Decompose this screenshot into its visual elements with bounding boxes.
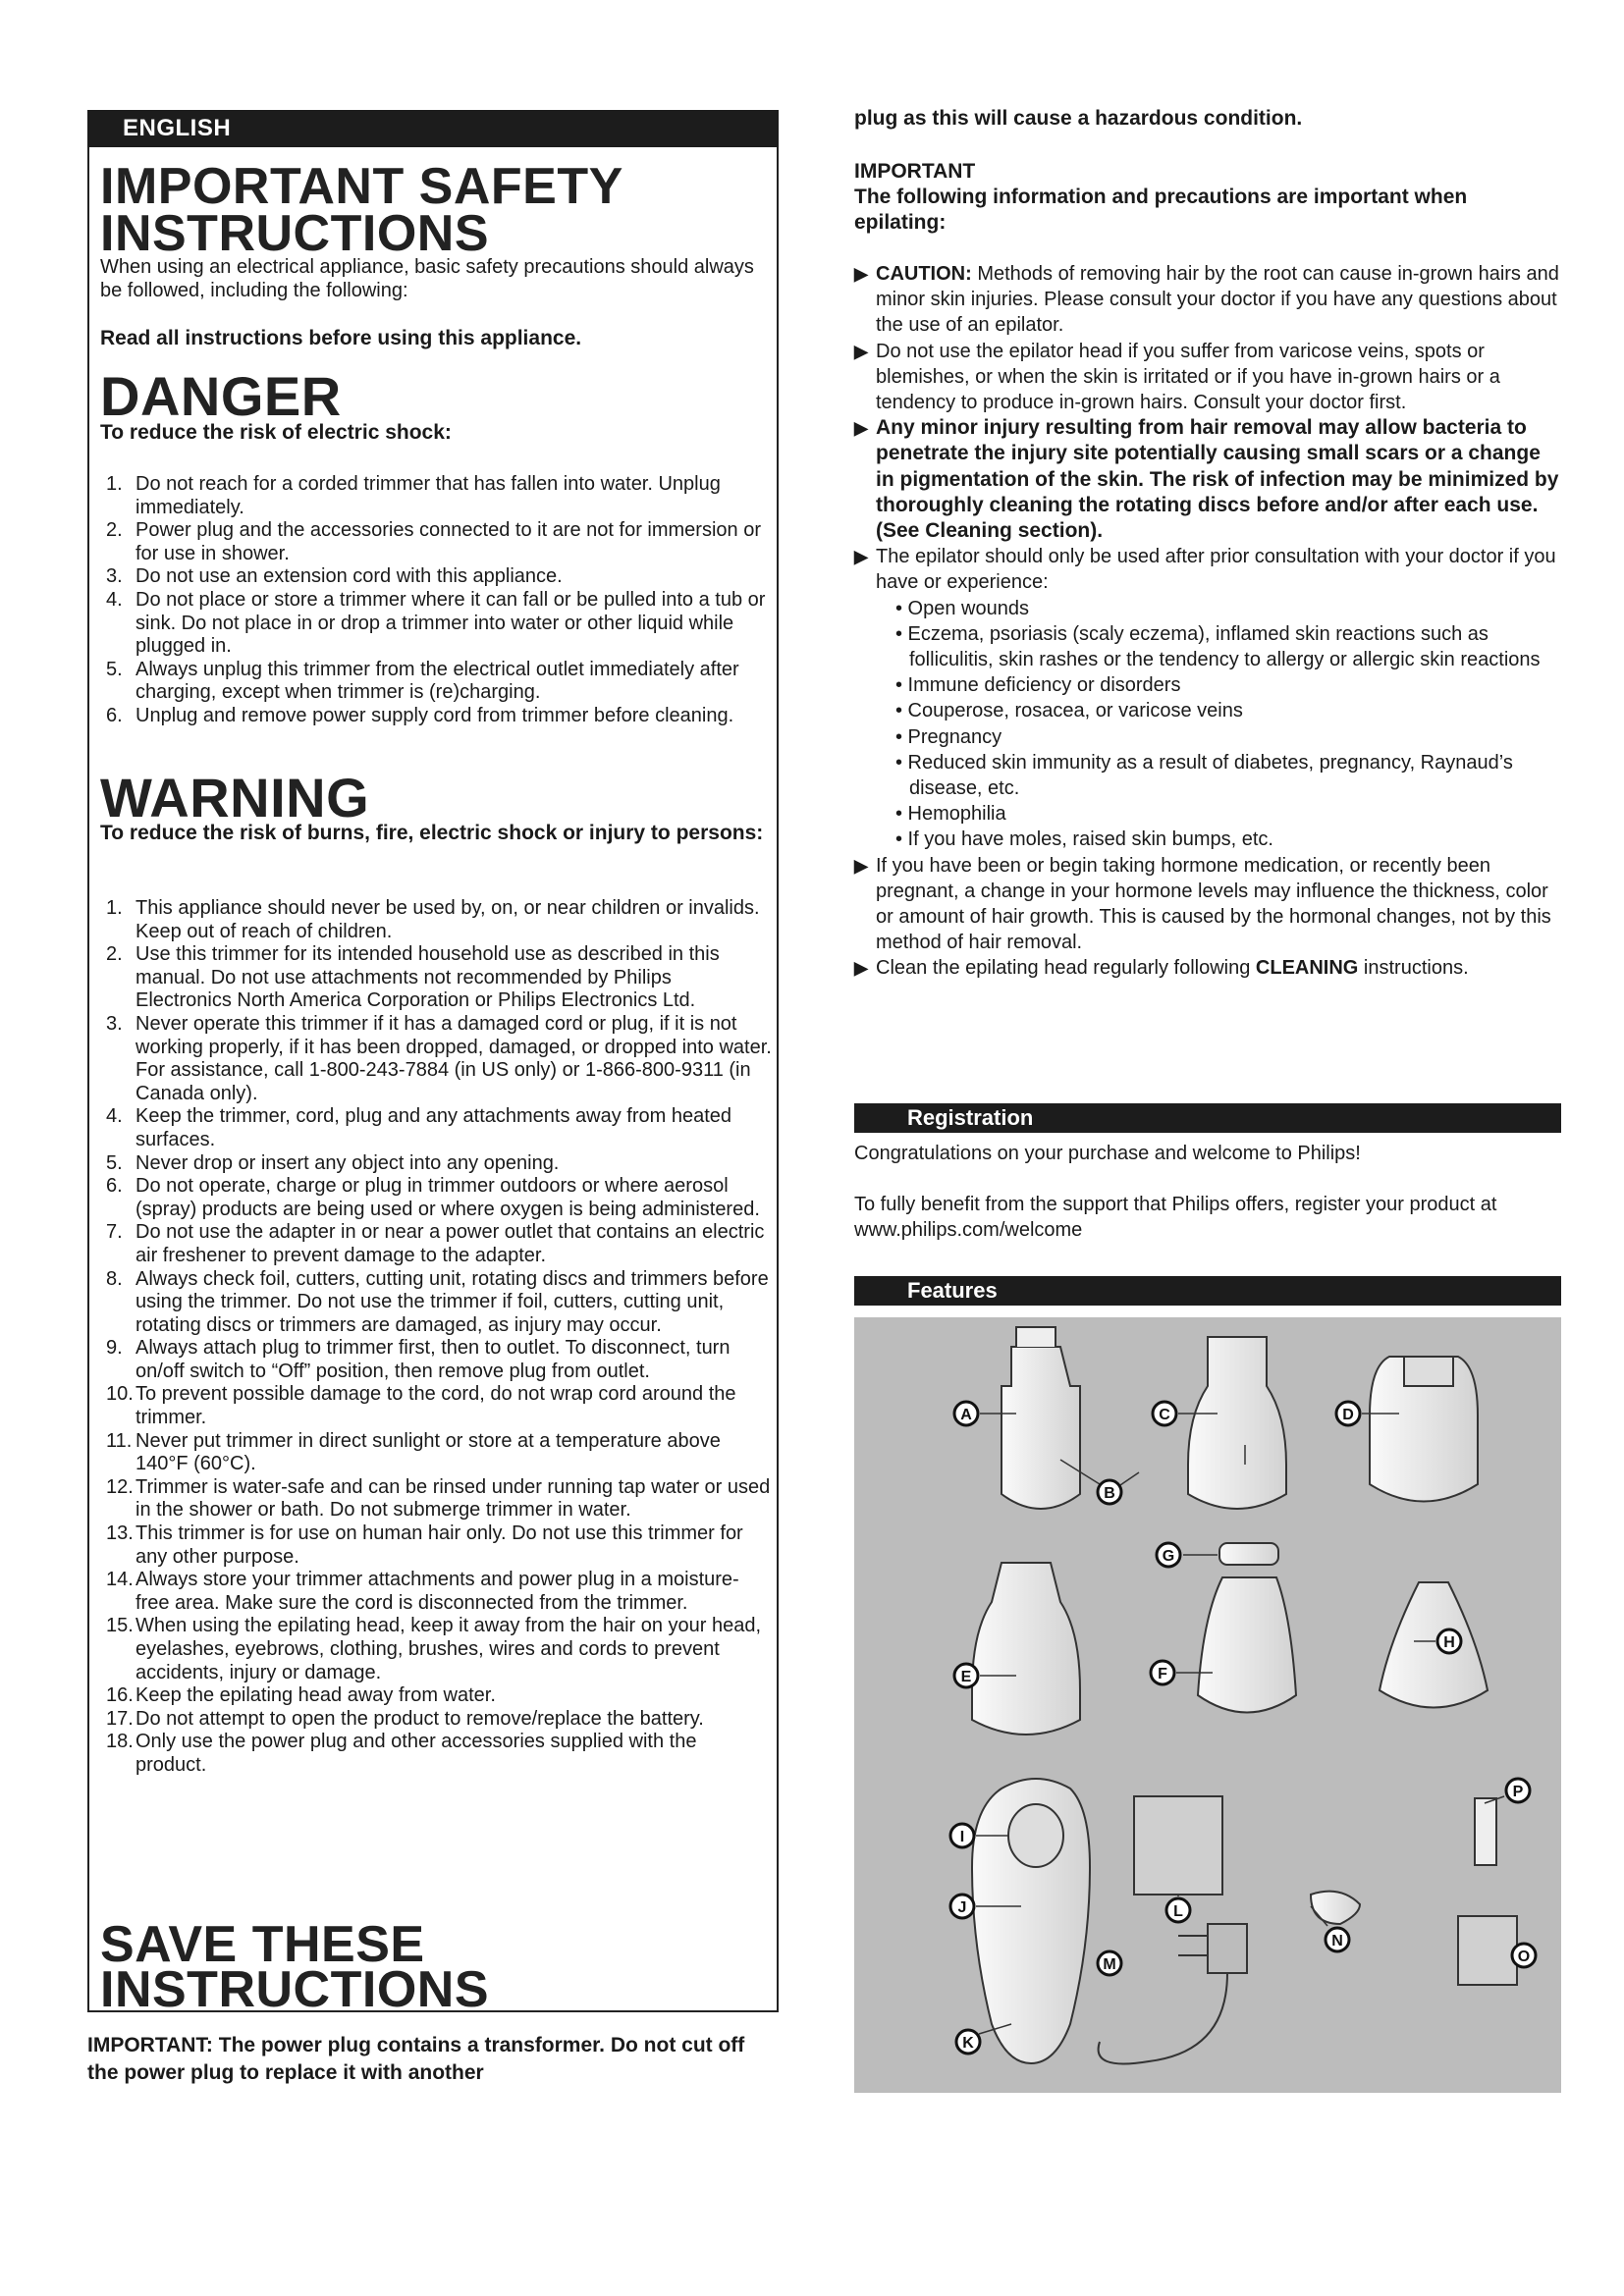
item-text: Do not use an extension cord with this appliance. (135, 565, 563, 588)
danger-item (100, 565, 773, 589)
item-number: 2. (106, 519, 123, 542)
warning-item (100, 1337, 773, 1383)
danger-item (100, 519, 773, 565)
item-text: Use this trimmer for its intended household use as described in this manual. Do not use attachments not recommended by Philips Electronics North America Corporation or Philips Electronics Ltd. (135, 943, 720, 1012)
item-text: Never operate this trimmer if it has a damaged cord or plug, if it is not working properly, if it has been dropped, damaged, or dropped into water. For assistance, call 1-800-243-7884 (in US only) or 1-866-800-9311 (in Canada only). (135, 1012, 772, 1104)
item-number: 2. (106, 943, 123, 966)
condition-item: • Pregnancy (895, 725, 1002, 748)
part-p-brush (1475, 1798, 1496, 1865)
svg-text:F: F (1158, 1666, 1167, 1682)
svg-text:C: C (1159, 1407, 1170, 1423)
item-text: Do not reach for a corded trimmer that has fallen into water. Unplug immediately. (135, 473, 721, 518)
bullet-arrow-icon: ▶ (854, 547, 868, 567)
danger-item (100, 659, 773, 705)
item-number: 15. (106, 1615, 134, 1637)
caution-text: Methods of removing hair by the root can cause in-grown hairs and minor skin injuries. Please consult your doctor if you have any questions about the use of an epilator. (876, 263, 1559, 337)
callout-a (954, 1402, 978, 1425)
save-heading-line2: INSTRUCTIONS (100, 1961, 489, 2018)
registration-welcome: Congratulations on your purchase and welcome to Philips! (854, 1143, 1361, 1164)
cleaning-text-pre: Clean the epilating head regularly following (876, 957, 1256, 980)
warning-item (100, 943, 773, 1013)
warning-item (100, 897, 773, 943)
callout-i (950, 1824, 974, 1847)
callout-n (1326, 1928, 1349, 1951)
warning-item (100, 1268, 773, 1338)
page-title-line2: INSTRUCTIONS (100, 205, 489, 262)
danger-list (100, 473, 773, 728)
item-text: Never drop or insert any object into any opening. (135, 1151, 560, 1174)
svg-text:A: A (960, 1407, 972, 1423)
item-text: Do not use the adapter in or near a power outlet that contains an electric air freshener to prevent damage to the adapter. (135, 1221, 765, 1266)
danger-subheading: To reduce the risk of electric shock: (100, 421, 452, 444)
item-number: 1. (106, 897, 123, 919)
svg-text:I: I (959, 1829, 965, 1845)
svg-text:E: E (960, 1669, 972, 1685)
item-text: To prevent possible damage to the cord, do not wrap cord around the trimmer. (135, 1383, 736, 1429)
svg-text:H: H (1443, 1634, 1455, 1651)
bullet-arrow-icon: ▶ (854, 341, 868, 361)
item-number: 9. (106, 1337, 123, 1360)
callout-l (1166, 1898, 1190, 1922)
features-heading: Features (854, 1276, 1561, 1306)
item-number: 4. (106, 588, 123, 611)
item-text: This appliance should never be used by, on, or near children or invalids. Keep out of reach of children. (135, 897, 760, 942)
important-subheading: The following information and precautions are important when epilating: (854, 186, 1468, 234)
save-heading-line1: SAVE THESE (100, 1916, 425, 1973)
continued-text: plug as this will cause a hazardous condition. (854, 107, 1303, 130)
item-number: 3. (106, 565, 123, 588)
item-text: Keep the epilating head away from water. (135, 1684, 496, 1707)
hormone-text: If you have been or begin taking hormone medication, or recently been pregnant, a change in your hormone levels may influence the thickness, color or amount of hair growth. This is caused by the hormonal changes, not by this method of hair removal. (876, 854, 1551, 954)
part-d-epilator-head (1370, 1357, 1478, 1502)
svg-text:K: K (962, 2035, 974, 2052)
features-illustration (854, 1317, 1561, 2093)
item-number: 16. (106, 1684, 134, 1707)
item-number: 3. (106, 1012, 123, 1035)
svg-text:D: D (1342, 1407, 1354, 1423)
cleaning-item (854, 955, 1561, 981)
item-text: Always unplug this trimmer from the electrical outlet immediately after charging, except when trimmer is (re)charging. (135, 658, 739, 704)
item-text: Always attach plug to trimmer first, then to outlet. To disconnect, turn on/off switch to “Off” position, then remove plug from outlet. (135, 1337, 731, 1382)
svg-text:M: M (1103, 1956, 1116, 1973)
item-text: Keep the trimmer, cord, plug and any attachments away from heated surfaces. (135, 1105, 731, 1150)
warning-item (100, 1105, 773, 1151)
item-text: This trimmer is for use on human hair only. Do not use this trimmer for any other purpose. (135, 1522, 743, 1568)
item-number: 8. (106, 1267, 123, 1290)
callout-f (1151, 1661, 1174, 1684)
item-number: 12. (106, 1475, 134, 1498)
item-text: Never put trimmer in direct sunlight or store at a temperature above 140°F (60°C). (135, 1429, 721, 1475)
callout-b (1098, 1480, 1121, 1504)
warning-item (100, 1175, 773, 1221)
item-number: 14. (106, 1569, 134, 1591)
warning-item (100, 1684, 773, 1708)
part-c-comb-head (1188, 1337, 1286, 1509)
callout-h (1437, 1629, 1461, 1653)
danger-item (100, 589, 773, 659)
item-text: Always check foil, cutters, cutting unit, rotating discs and trimmers before using the trimmer. Do not use the trimmer if foil, cutters, cutting unit, rotating discs or trimmers are damaged, as injury may occur. (135, 1267, 769, 1336)
caution-item (854, 261, 1561, 339)
warning-item (100, 1708, 773, 1732)
warning-item (100, 1731, 773, 1777)
page-title-line1: IMPORTANT SAFETY (100, 158, 623, 215)
condition-item: • If you have moles, raised skin bumps, etc. (895, 828, 1273, 851)
item-number: 5. (106, 658, 123, 680)
item-number: 5. (106, 1151, 123, 1174)
bullet-arrow-icon: ▶ (854, 958, 868, 979)
bullet-arrow-icon: ▶ (854, 264, 868, 284)
warning-item (100, 1013, 773, 1105)
part-f-massage-cap (1198, 1577, 1296, 1713)
item-text: Power plug and the accessories connected to it are not for immersion or for use in shower. (135, 519, 761, 564)
danger-item (100, 705, 773, 728)
cleaning-text-post: instructions. (1358, 957, 1469, 980)
svg-text:L: L (1173, 1903, 1183, 1920)
danger-item (100, 473, 773, 519)
part-h-precision-head (1380, 1582, 1488, 1708)
hormone-item (854, 853, 1561, 956)
item-number: 1. (106, 473, 123, 495)
warning-heading: WARNING (100, 767, 370, 828)
item-text: Only use the power plug and other accessories supplied with the product. (135, 1731, 697, 1776)
part-l-stand (1134, 1796, 1222, 1895)
intro-text: When using an electrical appliance, basic safety precautions should always be followed, including the following: (100, 256, 754, 301)
item-text: Do not operate, charge or plug in trimmer outdoors or where aerosol (spray) products are being used or where oxygen is being administered. (135, 1175, 760, 1220)
callout-e (954, 1664, 978, 1687)
item-text: Unplug and remove power supply cord from trimmer before cleaning. (135, 704, 734, 726)
item-text: Do not place or store a trimmer where it can fall or be pulled into a tub or sink. Do not place in or drop a trimmer into water or other liquid while plugged in. (135, 588, 766, 658)
svg-text:G: G (1162, 1548, 1175, 1565)
part-i-switch (1008, 1804, 1063, 1867)
item-number: 17. (106, 1707, 134, 1730)
callout-o (1512, 1944, 1536, 1967)
minor-injury-text: Any minor injury resulting from hair removal may allow bacteria to penetrate the injury site potentially causing small scars or a change in pigmentation of the skin. The risk of infection may be minimized by thoroughly cleaning the rotating discs before and/or after each use. (See Cleaning section). (876, 416, 1559, 543)
warning-item (100, 1476, 773, 1522)
warning-item (100, 1221, 773, 1267)
condition-item: • Immune deficiency or disorders (895, 674, 1181, 697)
bullet-arrow-icon: ▶ (854, 855, 868, 876)
svg-text:J: J (957, 1899, 967, 1916)
warning-list (100, 897, 773, 1778)
condition-item: • Reduced skin immunity as a result of diabetes, pregnancy, Raynaud’s disease, etc. (895, 751, 1513, 800)
condition-item: • Eczema, psoriasis (scaly eczema), inflamed skin reactions such as folliculitis, skin rashes or the tendency to allergy or allergic skin reactions (895, 622, 1541, 671)
registration-url-text: To fully benefit from the support that Philips offers, register your product at www.philips.com/welcome (854, 1194, 1497, 1241)
item-number: 18. (106, 1731, 134, 1753)
part-e-shaver-head (972, 1563, 1080, 1735)
callout-c (1153, 1402, 1176, 1425)
item-number: 13. (106, 1522, 134, 1545)
callout-d (1336, 1402, 1360, 1425)
condition-item: • Couperose, rosacea, or varicose veins (895, 700, 1243, 722)
callout-g (1157, 1543, 1180, 1567)
item-text: When using the epilating head, keep it away from the hair on your head, eyelashes, eyebrows, clothing, brushes, wires and cords to prevent accidents, injury or damage. (135, 1615, 762, 1683)
read-all-text: Read all instructions before using this appliance. (100, 327, 582, 349)
part-n-plug (1311, 1892, 1360, 1924)
condition-item: • Hemophilia (895, 803, 1006, 826)
svg-text:O: O (1517, 1949, 1531, 1965)
warning-item (100, 1383, 773, 1429)
item-text: Always store your trimmer attachments and power plug in a moisture-free area. Make sure the cord is disconnected from the trimmer. (135, 1569, 739, 1614)
danger-heading: DANGER (100, 365, 342, 427)
item-text: Do not attempt to open the product to remove/replace the battery. (135, 1707, 704, 1730)
callout-p (1506, 1779, 1530, 1802)
svg-text:B: B (1104, 1485, 1115, 1502)
svg-text:P: P (1512, 1784, 1524, 1800)
svg-text:N: N (1331, 1933, 1343, 1949)
item-number: 4. (106, 1105, 123, 1128)
warning-item (100, 1569, 773, 1615)
item-number: 10. (106, 1383, 134, 1406)
cleaning-keyword: CLEANING (1255, 957, 1359, 980)
consultation-item (854, 544, 1561, 852)
callout-k (956, 2030, 980, 2054)
precautions-list (854, 261, 1561, 982)
part-a-trimmer-head (1001, 1327, 1080, 1509)
consultation-text: The epilator should only be used after prior consultation with your doctor if you have or experience: (876, 546, 1556, 594)
item-text: Trimmer is water-safe and can be rinsed under running tap water or used in the shower or bath. Do not submerge trimmer in water. (135, 1475, 771, 1522)
part-m-adapter (1099, 1924, 1247, 2064)
registration-heading: Registration (854, 1103, 1561, 1133)
item-number: 11. (106, 1429, 133, 1452)
warning-item (100, 1522, 773, 1569)
bullet-arrow-icon: ▶ (854, 418, 868, 439)
warning-subheading: To reduce the risk of burns, fire, electric shock or injury to persons: (100, 822, 764, 844)
callout-j (950, 1895, 974, 1918)
features-drawing (854, 1317, 1561, 2093)
warning-item (100, 1615, 773, 1684)
important-heading: IMPORTANT (854, 160, 976, 183)
item-number: 6. (106, 1175, 123, 1198)
transformer-note: IMPORTANT: The power plug contains a transformer. Do not cut off the power plug to replace it with another (87, 2034, 745, 2084)
conditions-list (876, 596, 1561, 853)
warning-item (100, 1430, 773, 1476)
item-number: 6. (106, 704, 123, 726)
language-label: ENGLISH (87, 110, 779, 147)
warning-item (100, 1152, 773, 1176)
part-o-pouch (1458, 1916, 1517, 1985)
varicose-item (854, 339, 1561, 416)
item-number: 7. (106, 1221, 123, 1244)
callout-m (1098, 1951, 1121, 1975)
varicose-text: Do not use the epilator head if you suffer from varicose veins, spots or blemishes, or when the skin is irritated or if you have in-grown hairs or a tendency to produce in-grown hairs. Consult your doctor first. (876, 340, 1500, 414)
minor-injury-item (854, 415, 1561, 544)
condition-item: • Open wounds (895, 597, 1029, 619)
part-g-cap (1219, 1543, 1278, 1565)
caution-label: CAUTION: (876, 263, 972, 285)
